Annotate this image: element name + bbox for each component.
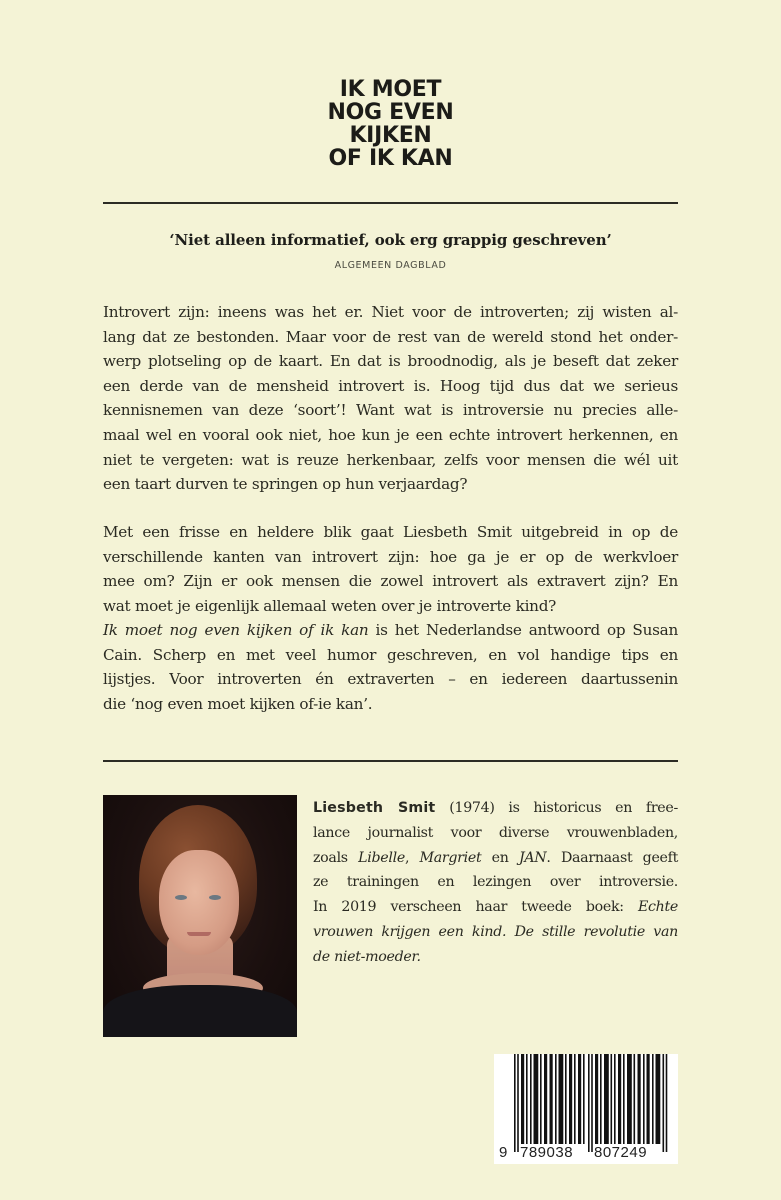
- text-span: zoals: [313, 849, 359, 866]
- book-title-italic: Ik moet nog even kijken of ik kan: [103, 621, 369, 639]
- magazine-name: Libelle: [358, 849, 405, 866]
- magazine-name: Margriet: [419, 849, 482, 866]
- photo-mouth: [187, 932, 211, 936]
- blurb-paragraph-2: [103, 520, 678, 618]
- divider-middle: [103, 760, 678, 762]
- blurb-paragraph-3: [103, 618, 678, 716]
- photo-eye: [209, 895, 221, 900]
- divider-top: [103, 202, 678, 204]
- text-line: ze trainingen en lezingen over introversie.: [313, 874, 678, 891]
- isbn-prefix-digit: 9: [499, 1144, 508, 1161]
- text-line: werp plotseling op de kaart. En dat is broodnodig, als je beseft dat zeker: [103, 352, 678, 371]
- author-photo: [103, 795, 297, 1037]
- text-line: [313, 846, 678, 871]
- text-line: [313, 895, 678, 920]
- title-line: KIJKEN: [349, 123, 432, 148]
- isbn-group-left: 789038: [520, 1144, 574, 1161]
- text-line: mee om? Zijn er ook mensen die zowel introvert als extravert zijn? En: [103, 572, 678, 591]
- title-line: IK MOET: [339, 77, 442, 102]
- author-name: Liesbeth Smit: [313, 800, 436, 816]
- text-line: [103, 618, 678, 643]
- text-line: maal wel en vooral ook niet, hoe kun je een echte introvert herkennen, en: [103, 425, 678, 444]
- text-line: [313, 920, 678, 945]
- isbn-barcode: [494, 1054, 678, 1164]
- text-line: verschillende kanten van introvert zijn: hoe ga je er op de werkvloer: [103, 547, 678, 566]
- text-line: een taart durven te springen op hun verjaardag?: [103, 475, 468, 494]
- text-line: een derde van de mensheid introvert is. Hoog tijd dus dat we serieus: [103, 376, 678, 395]
- magazine-name: JAN: [518, 849, 547, 866]
- title-line: NOG EVEN: [327, 100, 454, 125]
- text-line: lang dat ze bestonden. Maar voor de rest van de wereld stond het onder-: [103, 327, 678, 346]
- text-line: Cain. Scherp en met veel humor geschreven, en vol handige tips en: [103, 645, 678, 664]
- book-title-italic: de niet-moeder.: [313, 948, 421, 965]
- text-span: . Daarnaast geeft: [546, 849, 679, 866]
- review-source: ALGEMEEN DAGBLAD: [334, 260, 447, 271]
- photo-face: [159, 850, 239, 955]
- isbn-group-right: 807249: [594, 1144, 648, 1161]
- review-quote: ‘Niet alleen informatief, ook erg grappig geschreven’: [169, 231, 612, 249]
- text-span: is het Nederlandse antwoord op Susan: [368, 621, 678, 639]
- text-line: [313, 796, 678, 821]
- barcode-bars: [514, 1054, 674, 1152]
- photo-eye: [175, 895, 187, 900]
- text-span: en: [481, 849, 519, 866]
- book-title-italic: vrouwen krijgen een kind. De stille revolutie van: [313, 923, 678, 940]
- text-line: die ‘nog even moet kijken of-ie kan’.: [103, 694, 373, 713]
- text-span: ,: [404, 849, 420, 866]
- text-line: Introvert zijn: ineens was het er. Niet voor de introverten; zij wisten al-: [103, 303, 678, 321]
- photo-shirt: [103, 985, 297, 1037]
- text-line: Met een frisse en heldere blik gaat Liesbeth Smit uitgebreid in op de: [103, 523, 678, 541]
- text-line: niet te vergeten: wat is reuze herkenbaar, zelfs voor mensen die wél uit: [103, 450, 678, 469]
- title-line: OF IK KAN: [328, 146, 453, 171]
- text-line: lijstjes. Voor introverten én extraverten – en iedereen daartussenin: [103, 670, 678, 689]
- text-span: In 2019 verscheen haar tweede boek:: [313, 899, 638, 916]
- text-line: [313, 945, 678, 970]
- book-title-italic: Echte: [637, 899, 678, 916]
- text-line: kennisnemen van deze ‘soort’! Want wat is introversie nu precies alle-: [103, 401, 678, 420]
- author-bio: [313, 796, 678, 970]
- book-title: [0, 78, 781, 170]
- text-line: wat moet je eigenlijk allemaal weten over je introverte kind?: [103, 596, 557, 615]
- text-line: lance journalist voor diverse vrouwenbladen,: [313, 824, 678, 841]
- blurb-paragraph-1: [103, 300, 678, 497]
- text-span: (1974) is historicus en free-: [435, 800, 678, 816]
